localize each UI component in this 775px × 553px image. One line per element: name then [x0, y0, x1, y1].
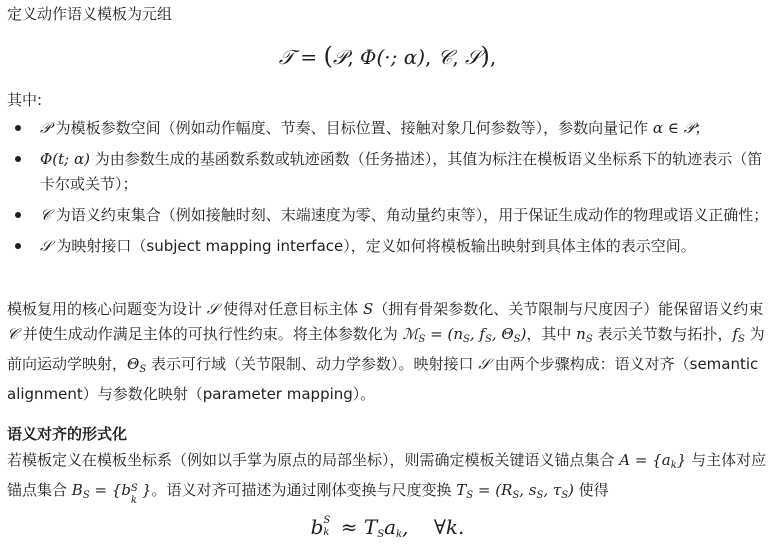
- para2-T: $T_S = (R_S$, $s_S$, $\tau_S$): [456, 481, 574, 501]
- para1-text-9: 由两个步骤构成：语义对齐（semantic alignment）与参数化映射（parameter mapping）。: [7, 355, 759, 403]
- eq1-rparen: ): [480, 42, 490, 70]
- bullet-dot: [15, 243, 21, 249]
- eq1-P: 𝒫: [332, 45, 348, 69]
- bullet-end: ；: [694, 119, 710, 137]
- para1-text-4: 并使生成动作满足主体的可执行性约束。将主体参数化为: [17, 325, 403, 343]
- para2-text-1: 若模板定义在模板坐标系（例如以手掌为原点的局部坐标），则需确定模板关键语义锚点集合: [7, 451, 620, 469]
- equation-template-tuple: 𝒯 = (𝒫, Φ(·; α), 𝒞, 𝒮),: [278, 42, 497, 70]
- paragraph-template-reuse: [7, 297, 771, 407]
- eq1-S: 𝒮: [465, 45, 481, 69]
- para2-text-3: 。语义对齐可描述为通过刚体变换与尺度变换: [151, 481, 457, 499]
- section-heading: 语义对齐的形式化: [7, 425, 128, 443]
- para1-S2: 𝒮: [478, 355, 490, 373]
- bullet-symbol: Φ(t; α): [40, 150, 90, 168]
- para1-n: $n_S$: [576, 325, 593, 345]
- para1-C: 𝒞: [7, 325, 18, 343]
- bullet-symbol: 𝒫: [40, 119, 51, 137]
- bullet-symbol: 𝒞: [40, 206, 51, 224]
- para1-Svar: S: [362, 300, 374, 318]
- definition-list: [7, 116, 771, 265]
- bullet-symbol: 𝒮: [40, 237, 52, 255]
- para2-text-2: 与主体对应锚点集合: [7, 451, 767, 499]
- para2-text-4: 使得: [573, 481, 609, 499]
- among-label: 其中:: [7, 91, 43, 109]
- eq1-lhs: 𝒯: [278, 45, 295, 69]
- eq2-tail: , ∀k.: [402, 515, 465, 539]
- equation-alignment: [0, 515, 775, 540]
- bullet-dot: [15, 212, 21, 218]
- bullet-dot: [15, 125, 21, 131]
- intro-text: 定义动作语义模板为元组: [7, 5, 173, 23]
- eq1-comma: ,: [489, 45, 497, 69]
- paragraph-semantic-alignment: [7, 448, 771, 508]
- para1-text-8: 表示可行域（关节限制、动力学参数）。映射接口: [146, 355, 479, 373]
- bullet-text: 为语义约束集合（例如接触时刻、末端速度为零、角动量约束等），用于保证生成动作的物理或语义正确性；: [50, 206, 769, 224]
- bullet-text: 为模板参数空间（例如动作幅度、节奏、目标位置、接触对象几何参数等），参数向量记作: [50, 119, 653, 137]
- para1-S: 𝒮: [206, 300, 219, 318]
- para2-B: $B_S = \{b$ S k }: [71, 481, 152, 506]
- para1-text-2: 使得对任意目标主体: [218, 300, 363, 318]
- bullet-math: α ∈ 𝒫: [652, 119, 695, 137]
- para1-f: $f_S$: [732, 325, 745, 345]
- eq2-b: b S k: [310, 515, 331, 539]
- list-item: [7, 116, 771, 141]
- para1-text-3: （拥有骨架参数化、关节限制与尺度因子）能保留语义约束: [373, 300, 764, 318]
- para1-Theta: $\Theta_S$: [127, 355, 147, 375]
- bullet-dot: [15, 156, 21, 162]
- eq1-lparen: (: [323, 42, 333, 70]
- bullet-text: 为由参数生成的基函数系数或轨迹函数（任务描述），其值为标注在模板语义坐标系下的轨迹表示（笛卡尔或关节）；: [40, 150, 763, 193]
- list-item: [7, 234, 771, 259]
- para1-text-1: 模板复用的核心问题变为设计: [7, 300, 207, 318]
- para1-text-6: 表示关节数与拓扑，: [592, 325, 733, 343]
- eq1-Phi: Φ(·; α): [360, 45, 426, 69]
- eq1-equals: =: [300, 45, 318, 69]
- eq2-approx: ≈ $T_Sa_k$: [334, 515, 403, 540]
- para1-MS: ℳ$_S$ = ($n_S$, $f_S$, $\Theta_S$): [402, 325, 527, 345]
- list-item: [7, 203, 771, 228]
- para2-A: $A = \{a_k\}$: [619, 451, 687, 471]
- para1-text-7: 为前向运动学映射，: [7, 325, 765, 373]
- list-item: [7, 147, 771, 197]
- bullet-text: 为映射接口（subject mapping interface），定义如何将模板输出映射到具体主体的表示空间。: [51, 237, 696, 255]
- eq1-C: 𝒞: [437, 45, 453, 69]
- para1-text-5: ，其中: [526, 325, 577, 343]
